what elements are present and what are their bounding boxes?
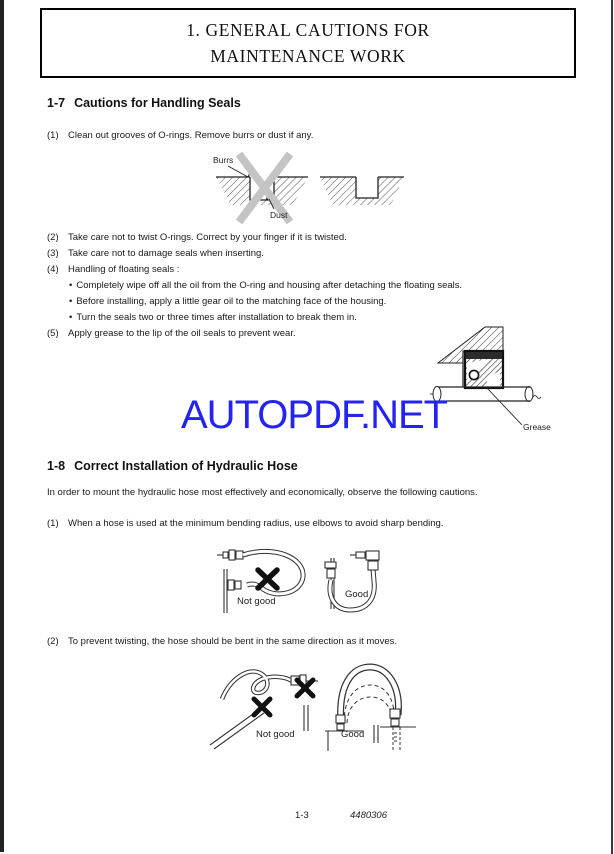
bullet-item — [69, 296, 386, 307]
bullet-glyph: • — [69, 312, 73, 323]
section-1-7-title: Cautions for Handling Seals — [74, 96, 241, 110]
list-item — [47, 130, 313, 141]
good-label: Good — [341, 729, 365, 740]
bullet-glyph: • — [69, 296, 73, 307]
hose-bend-figure — [213, 539, 408, 626]
item-text: Clean out grooves of O-rings. Remove burrs or dust if any. — [68, 130, 314, 141]
garter-spring-icon — [469, 370, 478, 379]
item-number: (1) — [47, 518, 59, 529]
list-item — [47, 636, 397, 647]
item-number: (1) — [47, 130, 59, 141]
item-text: Handling of floating seals : — [68, 264, 180, 275]
not-good-label: Not good — [256, 729, 295, 740]
list-item — [47, 232, 347, 243]
bullet-text: Turn the seals two or three times after installation to break them in. — [76, 312, 357, 323]
cross-out-x-icon — [258, 570, 277, 588]
watermark: AUTOPDF.NET — [181, 393, 448, 437]
list-item — [47, 248, 264, 259]
list-item — [47, 328, 296, 339]
item-number: (3) — [47, 248, 59, 259]
section-1-7-number: 1-7 — [47, 96, 66, 110]
chapter-title-line1: 1. GENERAL CAUTIONS FOR — [186, 19, 430, 40]
item-text: When a hose is used at the minimum bending radius, use elbows to avoid sharp bending. — [68, 518, 444, 529]
item-number: (2) — [47, 232, 59, 243]
section-1-8-intro: In order to mount the hydraulic hose most effectively and economically, observe the following cautions. — [47, 487, 478, 498]
bullet-item — [69, 280, 462, 291]
footer-page-number: 1-3 — [295, 810, 309, 821]
scan-edge-right — [611, 0, 613, 854]
item-text: Take care not to damage seals when inserting. — [68, 248, 264, 259]
item-text: Apply grease to the lip of the oil seals to prevent wear. — [68, 328, 296, 339]
dust-label: Dust — [270, 210, 288, 220]
not-good-label: Not good — [237, 596, 276, 607]
good-label: Good — [345, 589, 369, 600]
item-text: Take care not to twist O-rings. Correct by your finger if it is twisted. — [68, 232, 347, 243]
item-number: (4) — [47, 264, 59, 275]
hose-twist-figure — [204, 653, 419, 762]
bullet-text: Before installing, apply a little gear oil to the matching face of the housing. — [76, 296, 387, 307]
burrs-label: Burrs — [213, 155, 234, 165]
footer-doc-number: 4480306 — [350, 810, 387, 821]
section-1-8-heading — [47, 459, 298, 473]
bullet-glyph: • — [69, 280, 73, 291]
scan-edge-left — [0, 0, 4, 852]
section-1-7-heading — [47, 96, 241, 110]
item-text: To prevent twisting, the hose should be bent in the same direction as it moves. — [68, 636, 397, 647]
chapter-title-line2: MAINTENANCE WORK — [210, 46, 406, 66]
list-item — [47, 518, 443, 529]
bullet-text: Completely wipe off all the oil from the O-ring and housing after detaching the floating seals. — [76, 280, 463, 291]
groove-cleaning-figure — [210, 150, 410, 233]
item-number: (5) — [47, 328, 59, 339]
bullet-item — [69, 312, 357, 323]
section-1-8-title: Correct Installation of Hydraulic Hose — [74, 459, 298, 473]
grease-label: Grease — [523, 422, 551, 432]
list-item — [47, 264, 179, 275]
chapter-title-box — [40, 8, 576, 78]
section-1-8-number: 1-8 — [47, 459, 66, 473]
item-number: (2) — [47, 636, 59, 647]
oil-seal-figure — [430, 325, 570, 442]
